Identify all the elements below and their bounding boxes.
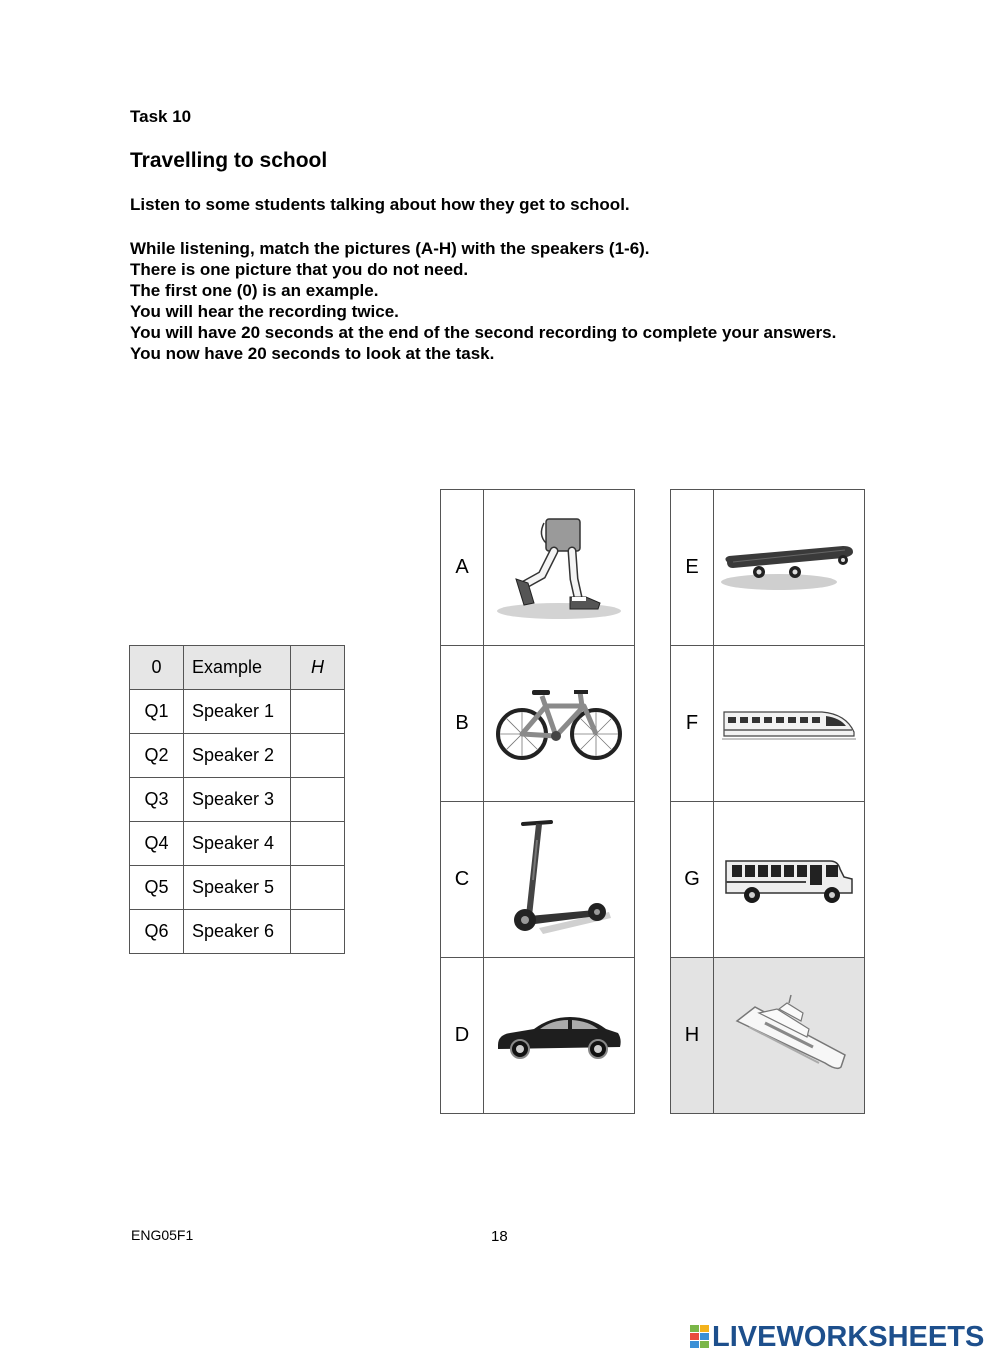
picture-letter: F [671,646,714,802]
picture-row-b [441,646,635,802]
page-number: 18 [491,1228,508,1245]
table-row [130,734,345,778]
table-row [130,866,345,910]
picture-grid-right [670,489,865,1114]
picture-row-e [671,490,865,646]
answer-field-q4[interactable] [291,822,345,866]
picture-cell-b [484,646,635,802]
row-number: Q6 [130,910,184,954]
train-icon [722,706,856,742]
picture-cell-c [484,802,635,958]
picture-letter: H [671,958,714,1114]
picture-cell-g [714,802,865,958]
picture-row-g [671,802,865,958]
instruction-line: You now have 20 seconds to look at the task. [130,344,495,363]
boat-icon [729,991,849,1081]
picture-cell-a [484,490,635,646]
picture-cell-e [714,490,865,646]
table-row [130,822,345,866]
row-speaker: Speaker 5 [184,866,291,910]
picture-cell-f [714,646,865,802]
row-number: Q1 [130,690,184,734]
answer-field-q2[interactable] [291,734,345,778]
table-row [130,690,345,734]
instruction-line: You will have 20 seconds at the end of the second recording to complete your answers. [130,323,837,342]
instructions-list [130,238,836,364]
table-row [130,778,345,822]
instruction-line: There is one picture that you do not need. [130,260,469,279]
picture-grid-left [440,489,635,1114]
intro-text: Listen to some students talking about how they get to school. [130,195,630,214]
bus-icon [724,855,854,905]
table-row-example [130,646,345,690]
example-answer: H [291,646,345,690]
skateboard-icon [719,538,859,598]
row-speaker: Speaker 3 [184,778,291,822]
car-icon [494,1011,624,1061]
instruction-line: The first one (0) is an example. [130,281,379,300]
row-number: Q2 [130,734,184,778]
task-title: Travelling to school [130,149,328,172]
row-number: Q3 [130,778,184,822]
answer-field-q3[interactable] [291,778,345,822]
row-speaker: Speaker 1 [184,690,291,734]
walking-icon [494,513,624,623]
picture-letter: A [441,490,484,646]
instruction-line: While listening, match the pictures (A-H) with the speakers (1-6). [130,239,650,258]
row-number: 0 [130,646,184,690]
picture-cell-d [484,958,635,1114]
answer-field-q1[interactable] [291,690,345,734]
picture-letter: E [671,490,714,646]
picture-letter: B [441,646,484,802]
row-speaker: Speaker 4 [184,822,291,866]
brand-logo[interactable] [690,1320,984,1354]
footer-code: ENG05F1 [131,1227,194,1243]
picture-cell-h [714,958,865,1114]
picture-row-c [441,802,635,958]
picture-letter: C [441,802,484,958]
answer-table [129,645,345,954]
answer-field-q5[interactable] [291,866,345,910]
row-speaker: Speaker 6 [184,910,291,954]
liveworksheets-logo-icon [690,1325,710,1349]
instruction-line: You will hear the recording twice. [130,302,399,321]
row-number: Q5 [130,866,184,910]
brand-name: LIVEWORKSHEETS [712,1320,985,1353]
bicycle-icon [494,684,624,764]
picture-letter: G [671,802,714,958]
picture-row-f [671,646,865,802]
picture-row-a [441,490,635,646]
picture-row-h [671,958,865,1114]
row-speaker: Example [184,646,291,690]
answer-field-q6[interactable] [291,910,345,954]
table-row [130,910,345,954]
task-label: Task 10 [130,107,192,126]
picture-letter: D [441,958,484,1114]
row-number: Q4 [130,822,184,866]
scooter-icon [499,820,619,940]
row-speaker: Speaker 2 [184,734,291,778]
picture-row-d [441,958,635,1114]
